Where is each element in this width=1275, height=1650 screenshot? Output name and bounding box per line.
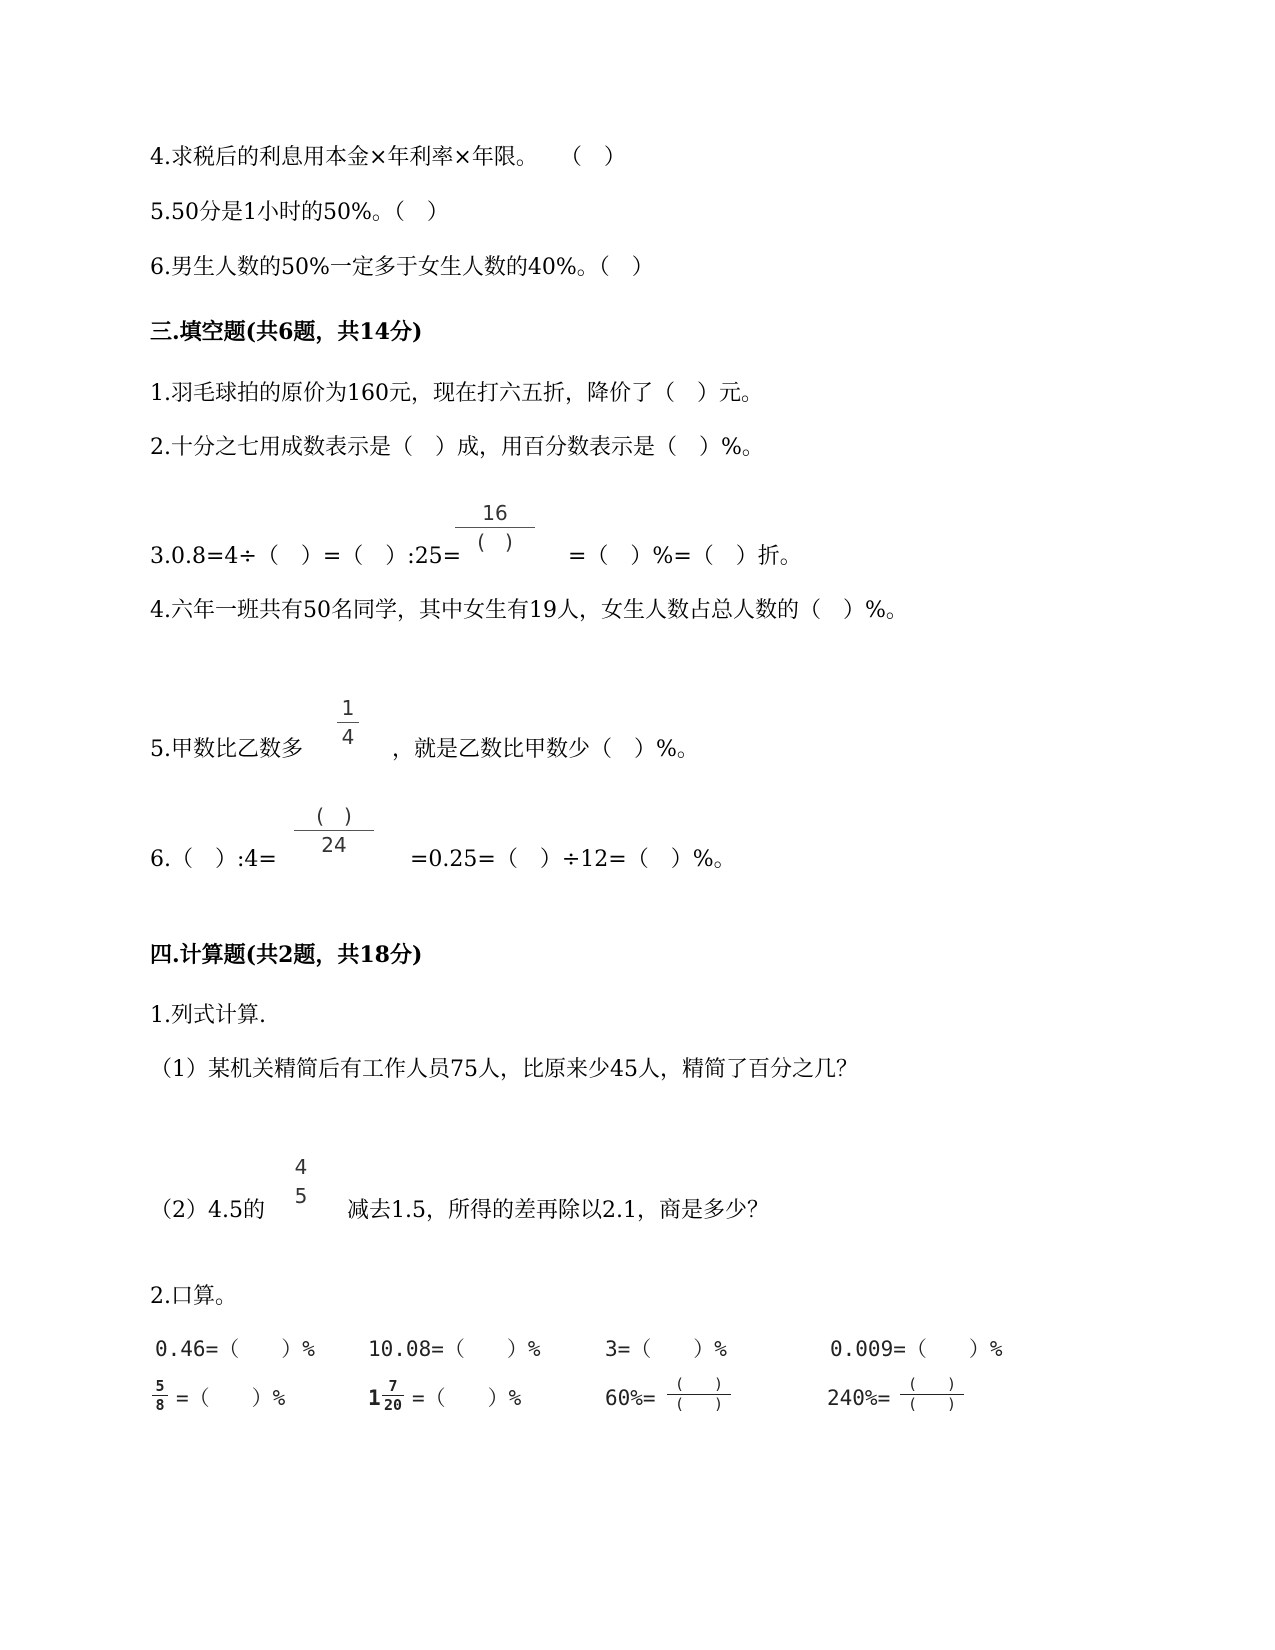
calc-q1-title: 1.列式计算. bbox=[150, 1003, 266, 1028]
fraction-denominator: 5 bbox=[294, 1184, 308, 1208]
oral-item-c: 3=（ ）% bbox=[605, 1337, 727, 1361]
judge-q5: 5.50分是1小时的50%。（ ） bbox=[150, 200, 449, 225]
fraction-numerator: 7 bbox=[388, 1377, 398, 1395]
calc-q1-sub2-right: 减去1.5，所得的差再除以2.1，商是多少？ bbox=[347, 1198, 769, 1223]
fill-q3-right: =（ ）%=（ ）折。 bbox=[568, 544, 802, 569]
fraction-bar bbox=[290, 1181, 312, 1182]
oral-item-g: 60%= bbox=[605, 1386, 656, 1410]
fraction-numerator: 4 bbox=[294, 1155, 308, 1179]
oral-item-h: 240%= bbox=[827, 1386, 891, 1410]
fraction-numerator: 5 bbox=[155, 1377, 165, 1395]
fill-q5-fraction bbox=[337, 697, 359, 748]
fraction-numerator: 16 bbox=[482, 501, 508, 525]
calc-q1-sub2-left: （2）4.5的 bbox=[150, 1198, 265, 1223]
fraction-denominator: 4 bbox=[341, 725, 355, 749]
fraction-numerator: ( ) bbox=[674, 1375, 724, 1393]
oral-item-e: =（ ）% bbox=[176, 1386, 286, 1410]
fill-q6-right: =0.25=（ ）÷12=（ ）%。 bbox=[410, 847, 736, 872]
fill-q5-right: ，就是乙数比甲数少（ ）%。 bbox=[392, 737, 699, 762]
fraction-bar bbox=[294, 830, 374, 831]
fraction-numerator: ( ) bbox=[316, 804, 352, 828]
oral-item-f-fraction bbox=[382, 1378, 404, 1413]
fill-q3-fraction bbox=[455, 502, 535, 553]
section4-heading: 四.计算题(共2题，共18分) bbox=[150, 942, 423, 968]
fraction-bar bbox=[455, 527, 535, 528]
fill-q4: 4.六年一班共有50名同学，其中女生有19人，女生人数占总人数的（ ）%。 bbox=[150, 598, 908, 623]
oral-item-b: 10.08=（ ）% bbox=[368, 1337, 541, 1361]
fraction-denominator: ( ) bbox=[477, 530, 513, 554]
fraction-denominator: 8 bbox=[155, 1396, 165, 1414]
oral-item-d: 0.009=（ ）% bbox=[830, 1337, 1003, 1361]
fraction-denominator: ( ) bbox=[907, 1395, 957, 1413]
fill-q5-left: 5.甲数比乙数多 bbox=[150, 737, 303, 762]
oral-item-g-fraction bbox=[667, 1376, 731, 1413]
oral-item-e-fraction bbox=[152, 1378, 168, 1413]
oral-item-h-fraction bbox=[900, 1376, 964, 1413]
fraction-denominator: 20 bbox=[383, 1396, 403, 1414]
calc-q1-sub2-fraction bbox=[290, 1156, 312, 1207]
judge-q6: 6.男生人数的50%一定多于女生人数的40%。（ ） bbox=[150, 255, 654, 280]
fill-q2: 2.十分之七用成数表示是（ ）成，用百分数表示是（ ）%。 bbox=[150, 435, 764, 460]
fraction-denominator: ( ) bbox=[674, 1395, 724, 1413]
section3-heading: 三.填空题(共6题，共14分) bbox=[150, 319, 423, 345]
fill-q6-left: 6.（ ）:4= bbox=[150, 847, 277, 872]
fraction-denominator: 24 bbox=[321, 833, 347, 857]
fill-q1: 1.羽毛球拍的原价为160元，现在打六五折，降价了（ ）元。 bbox=[150, 381, 763, 406]
fraction-numerator: ( ) bbox=[907, 1375, 957, 1393]
judge-q4: 4.求税后的利息用本金×年利率×年限。 （ ） bbox=[150, 145, 626, 170]
oral-item-f: =（ ）% bbox=[412, 1386, 522, 1410]
oral-item-a: 0.46=（ ）% bbox=[155, 1337, 315, 1361]
fill-q3-left: 3.0.8=4÷（ ）=（ ）:25= bbox=[150, 544, 462, 569]
calc-q2-title: 2.口算。 bbox=[150, 1284, 237, 1309]
fraction-numerator: 1 bbox=[341, 696, 355, 720]
fraction-bar bbox=[337, 722, 359, 723]
fill-q6-fraction bbox=[294, 805, 374, 856]
oral-item-f-whole: 1 bbox=[368, 1386, 381, 1410]
calc-q1-sub1: （1）某机关精简后有工作人员75人，比原来少45人，精简了百分之几？ bbox=[150, 1057, 858, 1082]
